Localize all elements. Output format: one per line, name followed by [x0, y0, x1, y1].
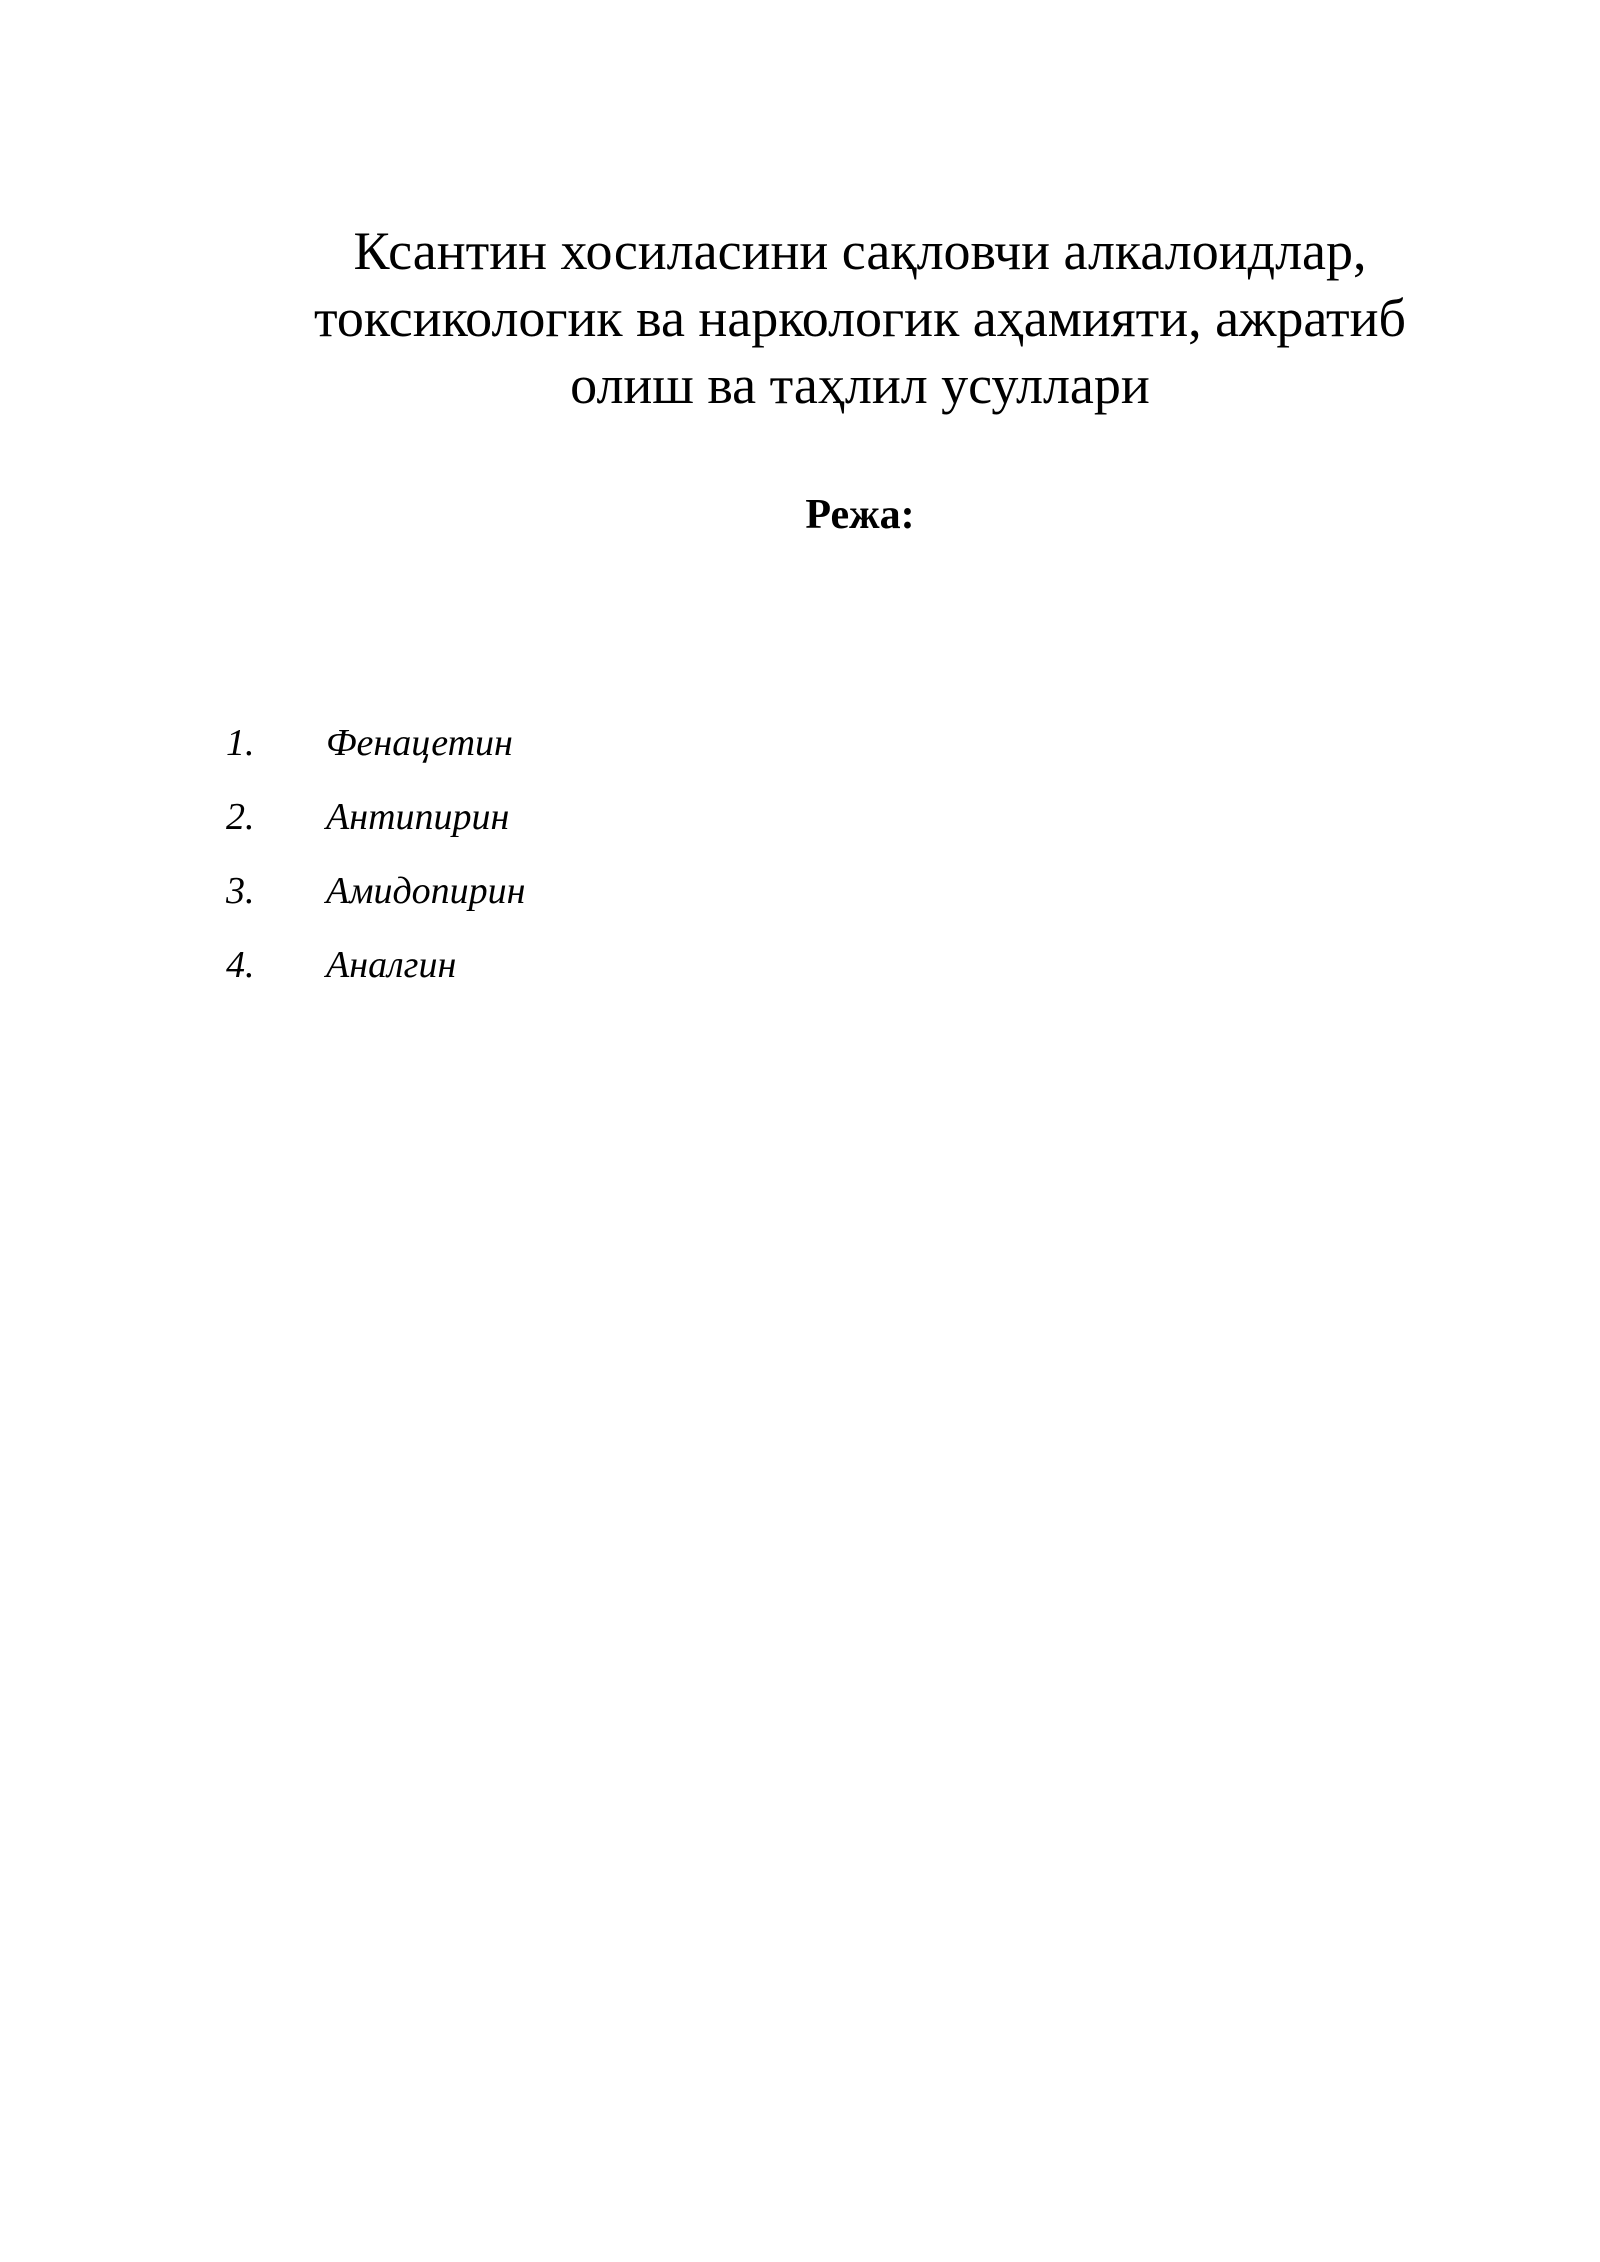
plan-item-label: Фенацетин [326, 722, 513, 764]
plan-list-item [226, 794, 526, 868]
document-title-line-3: олиш ва таҳлил усуллари [570, 355, 1150, 415]
plan-list [226, 720, 526, 1016]
plan-item-number: 1. [226, 722, 255, 764]
plan-list-item [226, 868, 526, 942]
plan-item-number: 2. [226, 796, 255, 838]
plan-item-number: 3. [226, 870, 255, 912]
plan-item-label: Аналгин [326, 944, 457, 986]
plan-list-item [226, 942, 526, 1016]
plan-item-label: Антипирин [326, 796, 510, 838]
plan-heading: Режа: [805, 492, 915, 538]
plan-item-label: Амидопирин [326, 870, 526, 912]
document-title-line-2: токсикологик ва наркологик аҳамияти, ажратиб [314, 288, 1406, 348]
plan-list-item [226, 720, 526, 794]
document-title [200, 218, 1520, 419]
document-title-line-1: Ксантин хосиласини сақловчи алкалоидлар, [353, 221, 1367, 281]
plan-item-number: 4. [226, 944, 255, 986]
